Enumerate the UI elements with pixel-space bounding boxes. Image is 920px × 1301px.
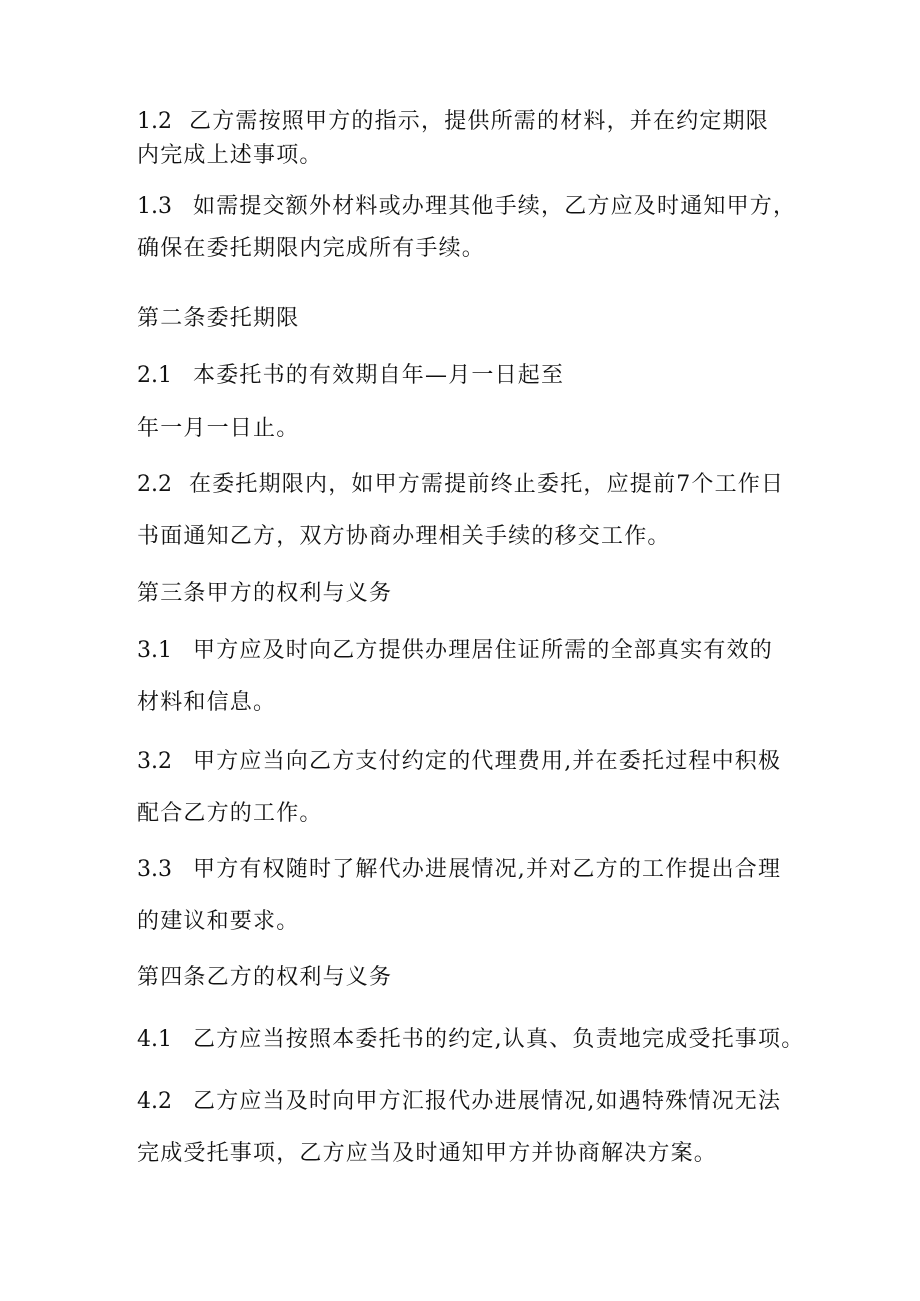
article-heading-2 [137,302,797,336]
clause-line [137,853,797,887]
clause-text: 甲方应及时向乙方提供办理居住证所需的全部真实有效的 [193,638,774,663]
article-heading-3 [137,577,797,611]
clause-line [137,686,797,720]
clause-number: 4.2 [137,1089,172,1114]
clause-text: 的建议和要求。 [137,909,300,934]
heading-text: 第四条乙方的权利与义务 [137,965,393,990]
clause-2-1 [137,359,797,446]
clause-text: 配合乙方的工作。 [137,801,323,826]
clause-text: 乙方应当及时向甲方汇报代办进展情况,如遇特殊情况无法 [193,1089,782,1114]
clause-number: 3.2 [137,749,172,774]
clause-line [137,1137,797,1171]
clause-text: 本委托书的有效期自年—月一日起至 [193,363,565,388]
clause-line [137,1085,797,1119]
clause-text: 内完成上述事项。 [137,143,323,168]
clause-number: 3.1 [137,638,172,663]
clause-text: 在委托期限内，如甲方需提前终止委托，应提前7个工作日 [189,472,785,497]
clause-text: 甲方有权随时了解代办进展情况,并对乙方的工作提出合理 [193,857,782,882]
clause-line [137,634,797,668]
clause-text: 书面通知乙方，双方协商办理相关手续的移交工作。 [137,524,671,549]
clause-number: 2.1 [137,363,172,388]
clause-line [137,468,797,502]
clause-4-2 [137,1085,797,1171]
clause-text: 如需提交额外材料或办理其他手续，乙方应及时通知甲方， [193,194,797,219]
clause-line [137,520,797,554]
clause-text: 确保在委托期限内完成所有手续。 [137,236,486,261]
clause-line [137,139,797,173]
clause-number: 1.2 [137,109,172,134]
clause-line [137,359,797,393]
heading-text: 第二条委托期限 [137,306,300,331]
clause-text: 完成受托事项，乙方应当及时通知甲方并协商解决方案。 [137,1141,718,1166]
clause-text: 乙方应当按照本委托书的约定,认真、负责地完成受托事项。 [193,1027,805,1052]
clause-line [137,190,797,224]
clause-line [137,412,797,446]
clause-line [137,797,797,831]
clause-text: 甲方应当向乙方支付约定的代理费用,并在委托过程中积极 [193,749,782,774]
clause-text: 乙方需按照甲方的指示，提供所需的材料，并在约定期限 [189,109,770,134]
clause-line [137,745,797,779]
clause-number: 1.3 [137,194,172,219]
clause-line [137,905,797,939]
clause-3-2 [137,745,797,831]
article-heading-4 [137,961,797,995]
clause-3-1 [137,634,797,720]
clause-line [137,232,797,266]
clause-text: 材料和信息。 [137,690,277,715]
clause-text: 年一月一日止。 [137,416,300,441]
clause-2-2 [137,468,797,554]
clause-1-3 [137,190,797,266]
clause-number: 4.1 [137,1027,172,1052]
heading-text: 第三条甲方的权利与义务 [137,581,393,606]
clause-number: 2.2 [137,472,172,497]
clause-line [137,105,797,139]
clause-3-3 [137,853,797,939]
clause-4-1 [137,1023,805,1057]
clause-number: 3.3 [137,857,172,882]
clause-1-2 [137,105,797,173]
clause-line [137,1023,805,1057]
